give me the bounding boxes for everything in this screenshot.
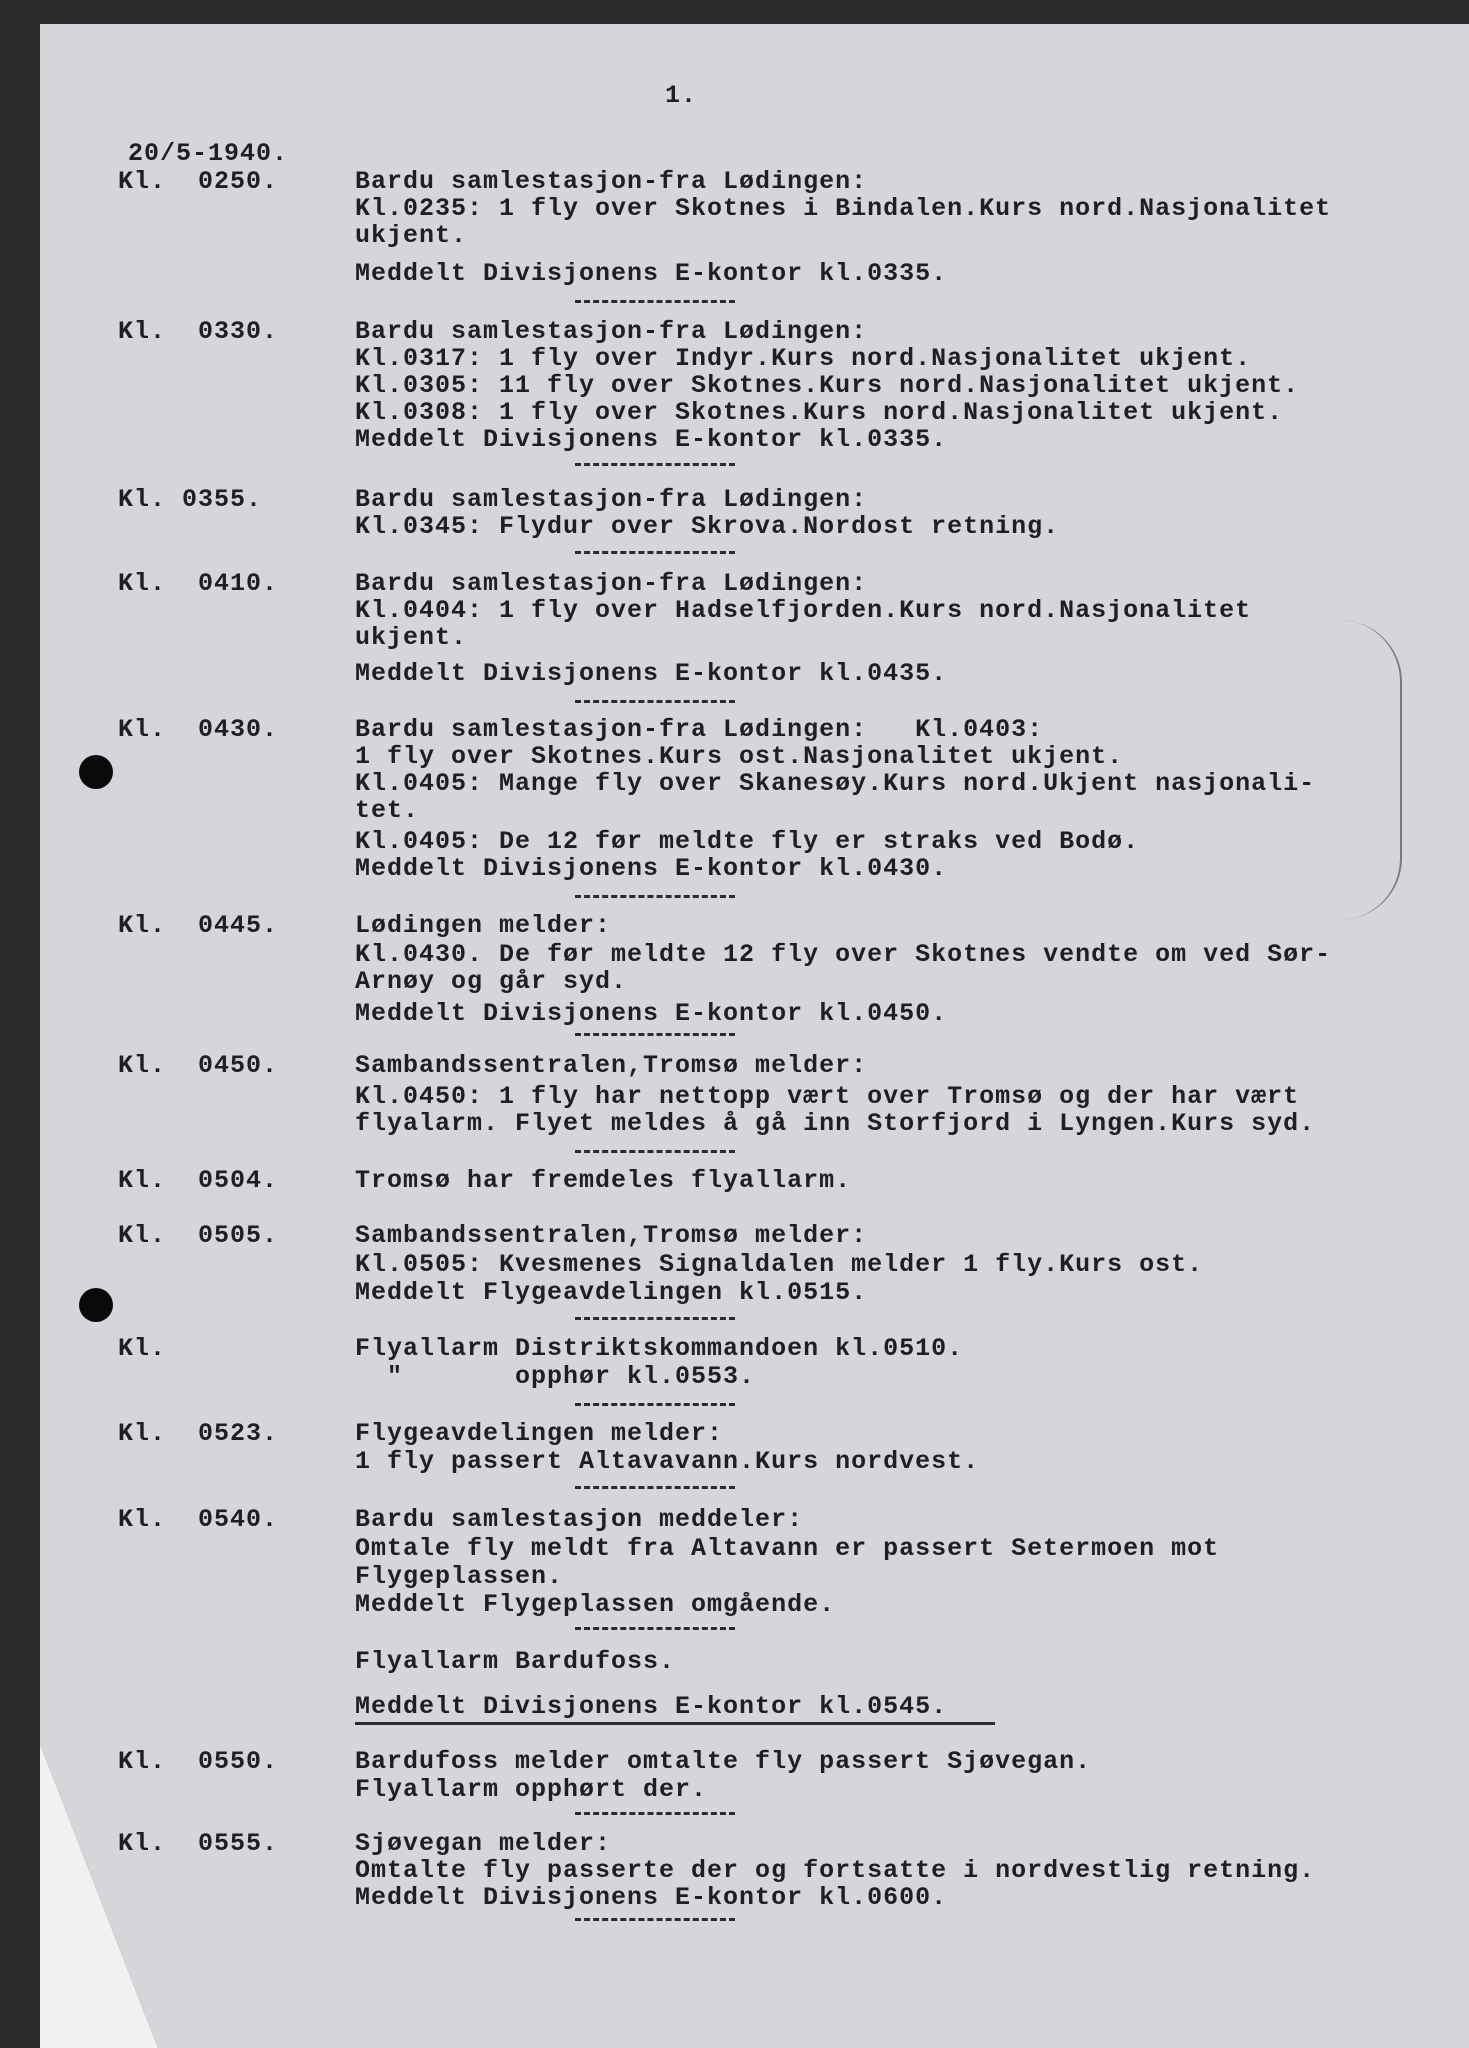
punch-hole-upper [79,755,113,789]
entry-line: Meddelt Flygeavdelingen kl.0515. [355,1278,868,1307]
entry-line: Bardu samlestasjon-fra Lødingen: [355,485,868,514]
pencil-mark [1340,620,1402,920]
separator [575,1403,735,1406]
entry-time: Kl. 0445. [118,911,279,940]
separator [575,1486,735,1489]
entry-time: Kl. 0505. [118,1221,279,1250]
entry-line: Omtale fly meldt fra Altavann er passert Setermoen mot [355,1534,1220,1563]
entry-line: Lødingen melder: [355,911,612,940]
entry-line: flyalarm. Flyet meldes å gå inn Storfjord i Lyngen.Kurs syd. [355,1109,1316,1138]
entry-line: Kl.0405: Mange fly over Skanesøy.Kurs nord.Ukjent nasjonali- [355,769,1316,798]
entry-time: Kl. 0540. [118,1505,279,1534]
entry-line: Bardu samlestasjon-fra Lødingen: [355,167,868,196]
entry-line: Meddelt Divisjonens E-kontor kl.0435. [355,659,948,688]
separator [575,1918,735,1921]
entry-line: 1 fly passert Altavavann.Kurs nordvest. [355,1447,980,1476]
entry-line: Bardu samlestasjon-fra Lødingen: Kl.0403: [355,715,1044,744]
entry-line: Bardu samlestasjon-fra Lødingen: [355,317,868,346]
separator [575,1627,735,1630]
entry-line: Kl.0405: De 12 før meldte fly er straks ved Bodø. [355,827,1140,856]
separator [575,1033,735,1036]
entry-line: Meddelt Divisjonens E-kontor kl.0430. [355,854,948,883]
entry-time: Kl. 0430. [118,715,279,744]
entry-line: Tromsø har fremdeles flyallarm. [355,1166,852,1195]
entry-time: Kl. 0450. [118,1051,279,1080]
separator [575,1317,735,1320]
entry-line: Kl.0505: Kvesmenes Signaldalen melder 1 fly.Kurs ost. [355,1250,1204,1279]
entry-line: Flyallarm Distriktskommandoen kl.0510. [355,1334,964,1363]
entry-line: Meddelt Divisjonens E-kontor kl.0450. [355,999,948,1028]
entry-line: ukjent. [355,221,468,250]
separator [575,1812,735,1815]
entry-line: tet. [355,796,420,825]
entry-line: Flyallarm Bardufoss. [355,1647,676,1676]
entry-line: Meddelt Flygeplassen omgående. [355,1590,836,1619]
entry-time: Kl. 0504. [118,1166,279,1195]
entry-time: Kl. 0355. [118,485,263,514]
entry-time: Kl. [118,1334,167,1363]
document-date: 20/5-1940. [128,139,289,168]
entry-line: Bardu samlestasjon-fra Lødingen: [355,569,868,598]
separator [575,551,735,554]
entry-time: Kl. 0410. [118,569,279,598]
entry-line: Bardu samlestasjon meddeler: [355,1505,804,1534]
entry-line: Bardufoss melder omtalte fly passert Sjøvegan. [355,1747,1092,1776]
entry-line: Flygeavdelingen melder: [355,1419,724,1448]
entry-line: Kl.0308: 1 fly over Skotnes.Kurs nord.Nasjonalitet ukjent. [355,398,1284,427]
entry-line: Sambandssentralen,Tromsø melder: [355,1051,868,1080]
entry-line: Meddelt Divisjonens E-kontor kl.0335. [355,425,948,454]
underline [355,1722,995,1725]
entry-line: Kl.0404: 1 fly over Hadselfjorden.Kurs nord.Nasjonalitet [355,596,1252,625]
entry-line: Sjøvegan melder: [355,1829,612,1858]
entry-line: Meddelt Divisjonens E-kontor kl.0545. [355,1692,948,1721]
entry-time: Kl. 0250. [118,167,279,196]
entry-time: Kl. 0330. [118,317,279,346]
entry-line: 1 fly over Skotnes.Kurs ost.Nasjonalitet ukjent. [355,742,1124,771]
punch-hole-lower [79,1288,113,1322]
separator [575,700,735,703]
entry-line: Meddelt Divisjonens E-kontor kl.0335. [355,259,948,288]
entry-time: Kl. 0555. [118,1829,279,1858]
separator [575,463,735,466]
entry-line: Flygeplassen. [355,1562,564,1591]
separator [575,1150,735,1153]
entry-line: Meddelt Divisjonens E-kontor kl.0600. [355,1883,948,1912]
entry-line: Kl.0317: 1 fly over Indyr.Kurs nord.Nasjonalitet ukjent. [355,344,1252,373]
entry-line: Kl.0345: Flydur over Skrova.Nordost retning. [355,512,1060,541]
entry-line: Kl.0235: 1 fly over Skotnes i Bindalen.Kurs nord.Nasjonalitet [355,194,1332,223]
entry-line: Sambandssentralen,Tromsø melder: [355,1221,868,1250]
entry-time: Kl. 0523. [118,1419,279,1448]
entry-line: Kl.0450: 1 fly har nettopp vært over Tromsø og der har vært [355,1082,1300,1111]
page-number: 1. [665,81,698,110]
separator [575,300,735,303]
entry-line: Flyallarm opphørt der. [355,1775,708,1804]
entry-line: Arnøy og går syd. [355,967,628,996]
entry-line: Kl.0430. De før meldte 12 fly over Skotnes vendte om ved Sør- [355,940,1332,969]
entry-line: Kl.0305: 11 fly over Skotnes.Kurs nord.Nasjonalitet ukjent. [355,371,1300,400]
entry-line: ukjent. [355,623,468,652]
separator [575,895,735,898]
entry-line: " opphør kl.0553. [355,1362,756,1391]
entry-time: Kl. 0550. [118,1747,279,1776]
entry-line: Omtalte fly passerte der og fortsatte i nordvestlig retning. [355,1856,1316,1885]
